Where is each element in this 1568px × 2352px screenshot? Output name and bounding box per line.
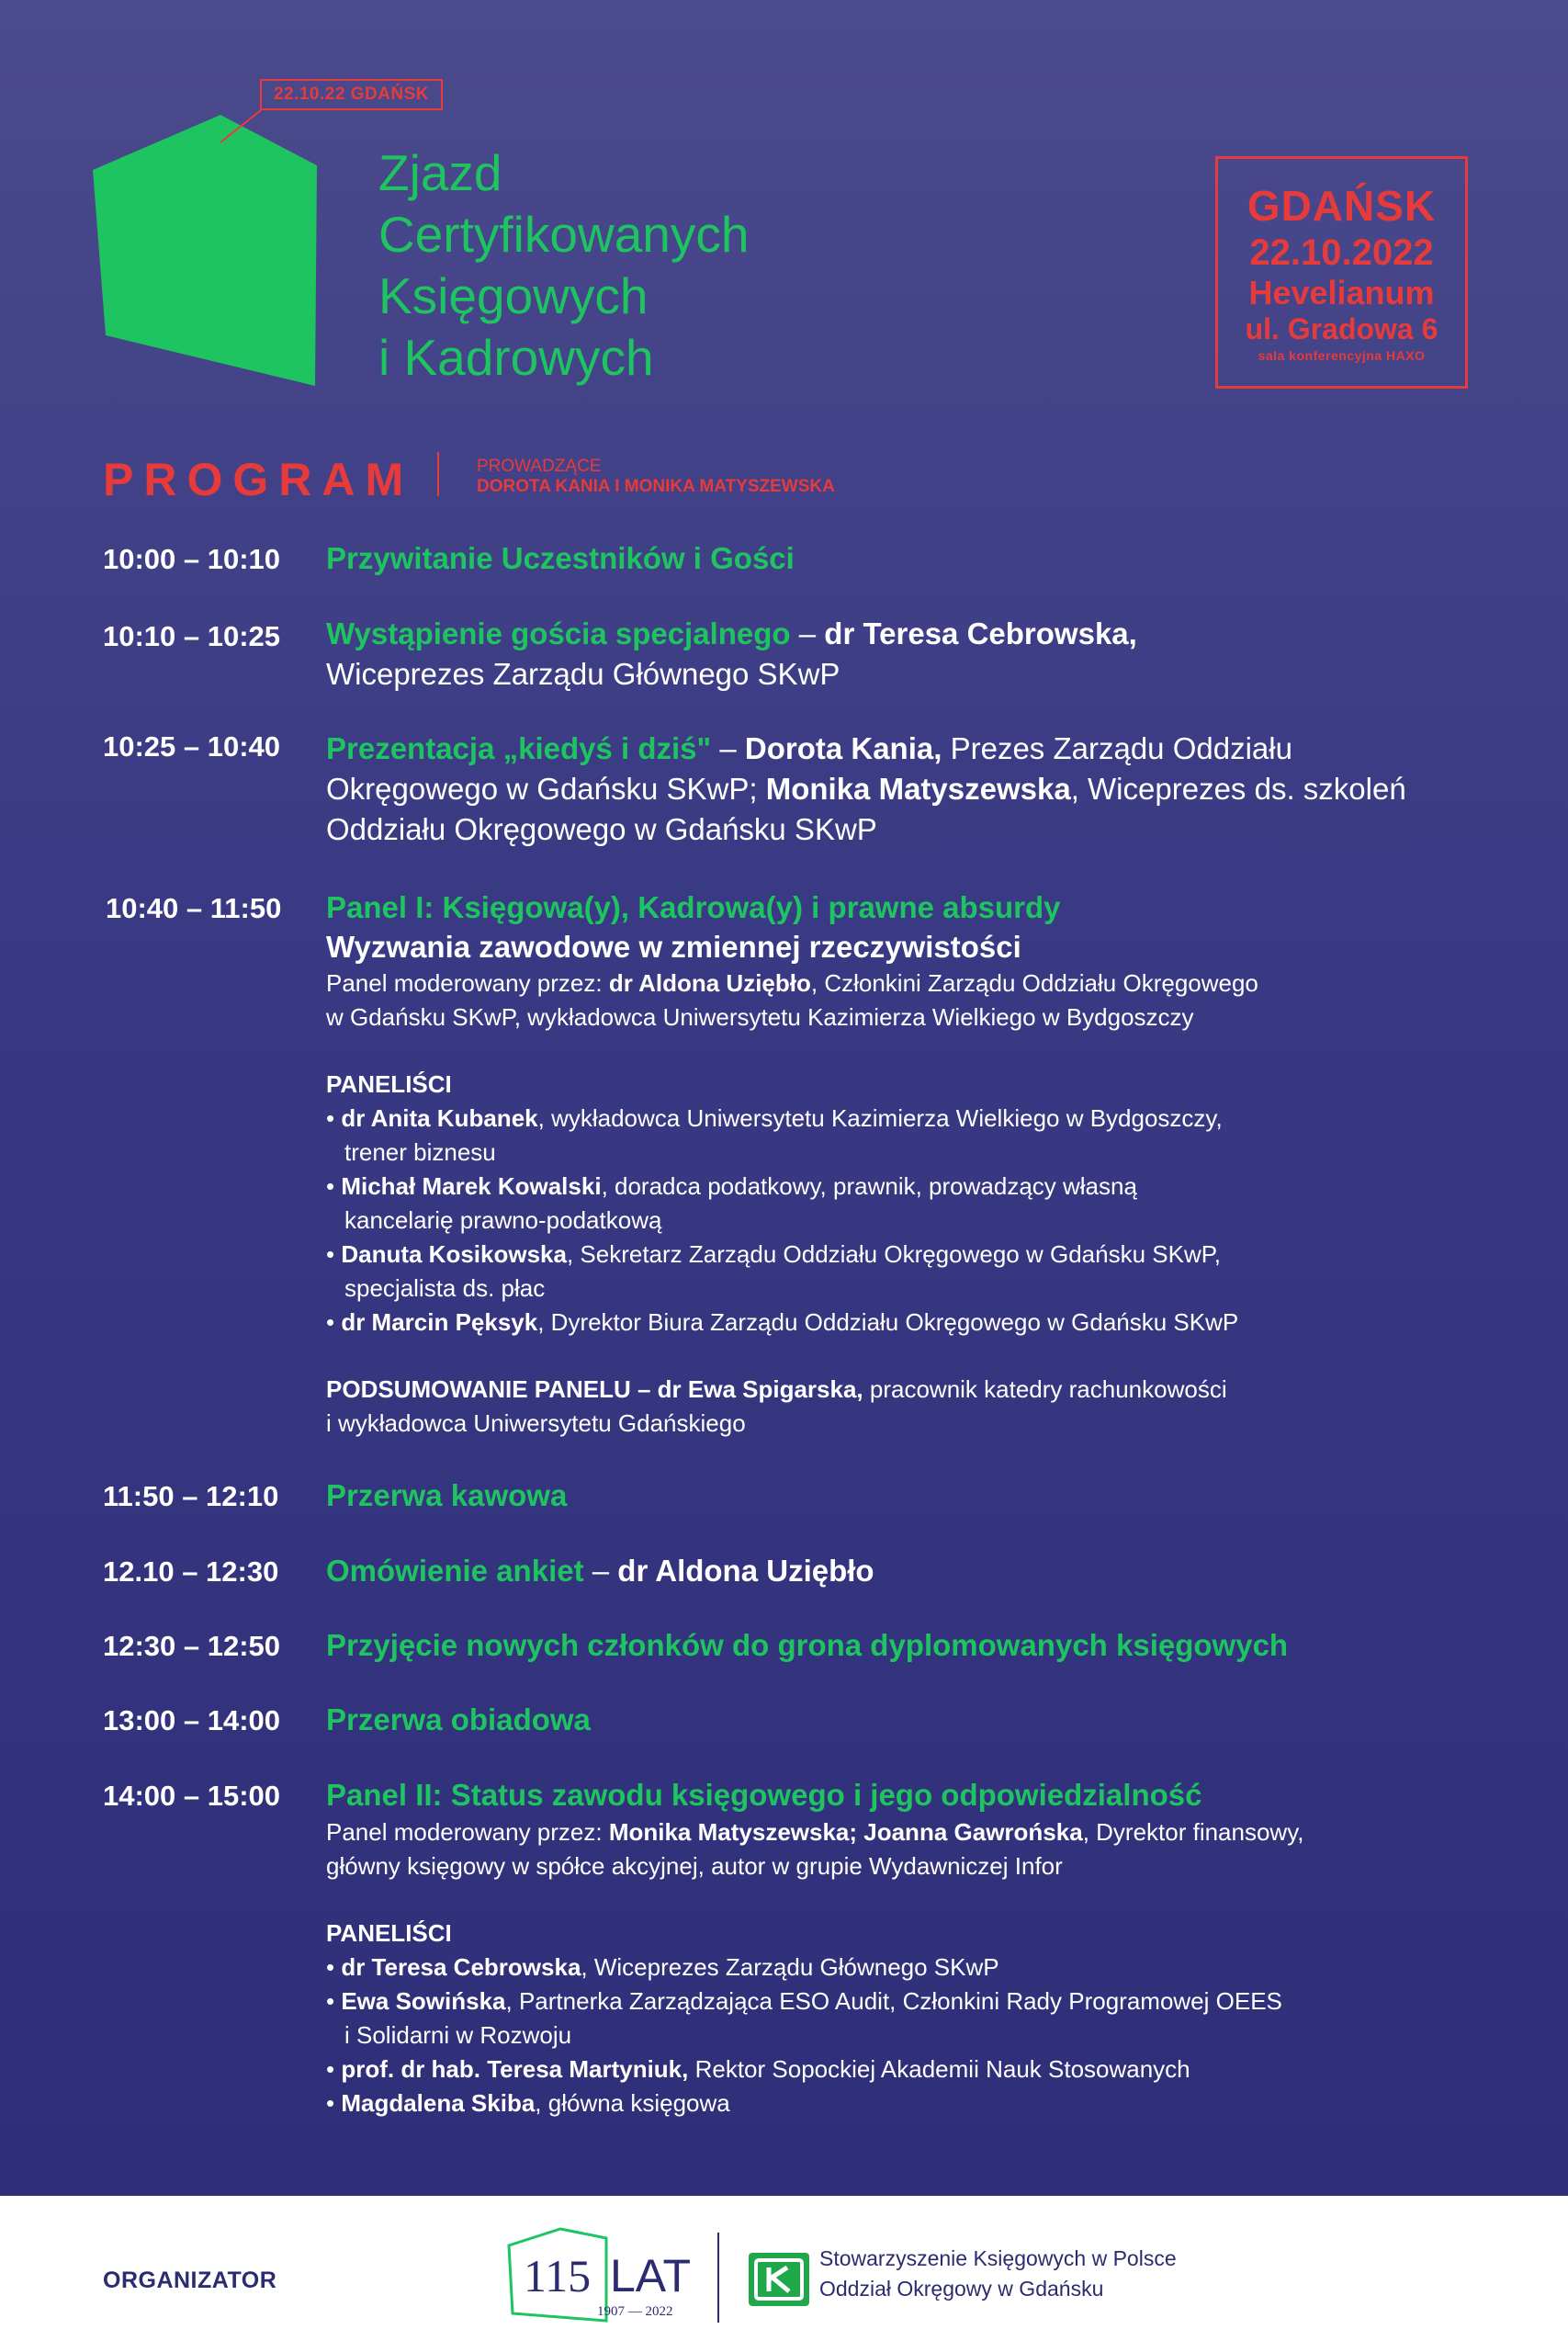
speaker-role: Oddziału Okręgowego w Gdańsku SKwP [326,812,877,846]
panelist-name: prof. dr hab. Teresa Martyniuk, [341,2055,689,2083]
hosts-label: PROWADZĄCE [477,457,602,476]
panelist: • dr Marcin Pęksyk, Dyrektor Biura Zarządu Oddziału Okręgowego w Gdańsku SKwP [326,1308,1239,1336]
moderator-line [326,1815,1520,1849]
speaker: dr Aldona Uziębło [617,1554,874,1588]
session-time: 10:25 – 10:40 [103,730,281,763]
speaker: Dorota Kania, [744,731,942,765]
venue-date: 22.10.2022 [1249,232,1434,273]
panelist-name: Ewa Sowińska [341,1987,506,2015]
moderator-role: główny księgowy w spółce akcyjnej, autor w grupie Wydawniczej Infor [326,1852,1063,1880]
session-title: Panel II: Status zawodu księgowego i jego odpowiedzialność [326,1778,1202,1812]
organizer-name-line1: Stowarzyszenie Księgowych w Polsce [819,2246,1177,2270]
footer [0,2196,1568,2352]
session-time: 14:00 – 15:00 [103,1780,281,1812]
moderator-line [326,967,1520,1001]
panelist-role: kancelarię prawno-podatkową [344,1206,662,1234]
dash: – [790,616,825,650]
panelists-label: PANELIŚCI [326,1070,452,1098]
session-time: 10:00 – 10:10 [103,543,281,575]
event-title-line: Zjazd [378,144,502,201]
skwp-logo-icon [747,2251,811,2308]
panelist: • prof. dr hab. Teresa Martyniuk, Rektor Sopockiej Akademii Nauk Stosowanych [326,2055,1190,2083]
organizer-label: ORGANIZATOR [103,2267,277,2293]
venue-place: Hevelianum [1248,274,1435,311]
panelist-role: , Partnerka Zarządzająca ESO Audit, Członkini Rady Programowej OEES [505,1987,1282,2015]
moderator-role: , Dyrektor finansowy, [1082,1818,1304,1846]
date-tag: 22.10.22 GDAŃSK [260,79,443,110]
session-time: 10:10 – 10:25 [103,620,281,652]
moderator-role: , Członkini Zarządu Oddziału Okręgowego [810,969,1258,997]
moderator-prefix: Panel moderowany przez: [326,1818,609,1846]
anniversary-logo [503,2225,705,2328]
session-headline [326,1551,1520,1591]
session-title: Przerwa obiadowa [326,1702,591,1736]
speaker-role: Okręgowego w Gdańsku SKwP; [326,772,766,806]
session-title: Przywitanie Uczestników i Gości [326,541,795,575]
moderator-role: w Gdańsku SKwP, wykładowca Uniwersytetu Kazimierza Wielkiego w Bydgoszczy [326,1003,1194,1031]
panelist-name: Danuta Kosikowska [341,1240,567,1268]
footer-divider [717,2233,719,2323]
session-4 [326,888,1520,1441]
event-title-line: i Kadrowych [378,329,654,386]
moderator: Monika Matyszewska; Joanna Gawrońska [608,1818,1083,1846]
session-title: Panel I: Księgowa(y), Kadrowa(y) i prawne absurdy [326,890,1061,924]
panelist-name: dr Anita Kubanek [341,1104,538,1132]
panelist-name: dr Teresa Cebrowska [341,1953,581,1981]
session-3 [326,729,1520,850]
panelist: • Ewa Sowińska, Partnerka Zarządzająca ESO Audit, Członkini Rady Programowej OEES [326,1987,1282,2015]
session-subtitle: Wyzwania zawodowe w zmiennej rzeczywistości [326,930,1021,964]
summary-role: i wykładowca Uniwersytetu Gdańskiego [326,1409,746,1437]
dash: – [711,731,745,765]
panelist-role: i Solidarni w Rozwoju [344,2021,572,2049]
venue-street: ul. Gradowa 6 [1245,312,1438,345]
panelist-role: , Dyrektor Biura Zarządu Oddziału Okręgowego w Gdańsku SKwP [537,1308,1239,1336]
panelist-name: dr Marcin Pęksyk [341,1308,538,1336]
session-time: 12:30 – 12:50 [103,1630,281,1662]
date-tag-pointer [211,106,276,147]
panelist-name: Magdalena Skiba [341,2089,536,2117]
session-headline [326,729,1520,769]
program-divider [437,452,439,496]
panelist-role: , wykładowca Uniwersytetu Kazimierza Wielkiego w Bydgoszczy, [537,1104,1223,1132]
summary-label: PODSUMOWANIE PANELU – dr Ewa Spigarska, [326,1375,863,1403]
session-title: Omówienie ankiet [326,1554,584,1588]
panelist-role: specjalista ds. płac [344,1274,546,1302]
panelist-role: , Sekretarz Zarządu Oddziału Okręgowego w Gdańsku SKwP, [566,1240,1221,1268]
session-7 [326,1625,1520,1666]
anniversary-word: LAT [610,2250,691,2301]
panelist-role: Rektor Sopockiej Akademii Nauk Stosowanych [688,2055,1190,2083]
session-title: Przyjęcie nowych członków do grona dyplomowanych księgowych [326,1628,1289,1662]
speaker-role: Wiceprezes Zarządu Głównego SKwP [326,657,840,691]
organizer-name [819,2244,1177,2304]
panelist-role: , główna księgowa [535,2089,730,2117]
venue-box [1215,156,1468,389]
session-title: Prezentacja „kiedyś i dziś" [326,731,712,765]
session-8 [326,1700,1520,1740]
hosts [477,457,835,497]
speaker: Monika Matyszewska [765,772,1071,806]
speaker-role: Prezes Zarządu Oddziału [942,731,1292,765]
summary-role: pracownik katedry rachunkowości [863,1375,1227,1403]
event-title-line: Księgowych [378,267,649,324]
session-6 [326,1551,1520,1591]
session-title: Przerwa kawowa [326,1478,568,1512]
panel-summary [326,1373,1520,1407]
moderator: dr Aldona Uziębło [608,969,811,997]
panelists-label: PANELIŚCI [326,1919,452,1947]
session-time: 11:50 – 12:10 [103,1480,279,1512]
event-title-line: Certyfikowanych [378,206,750,263]
panelist-role: , Wiceprezes Zarządu Głównego SKwP [581,1953,999,1981]
session-time: 13:00 – 14:00 [103,1704,281,1736]
organizer-name-line2: Oddział Okręgowy w Gdańsku [819,2277,1104,2301]
venue-room: sala konferencyjna HAXO [1258,348,1426,363]
panelist: • dr Teresa Cebrowska, Wiceprezes Zarządu Głównego SKwP [326,1953,999,1981]
speaker-role: , Wiceprezes ds. szkoleń [1070,772,1406,806]
event-title [378,142,930,389]
session-1 [326,538,1520,579]
panelist: • Danuta Kosikowska, Sekretarz Zarządu Oddziału Okręgowego w Gdańsku SKwP, [326,1240,1221,1268]
session-2 [326,614,1520,695]
session-title: Wystąpienie gościa specjalnego [326,616,791,650]
anniversary-years: 1907 — 2022 [597,2304,673,2319]
panelist: • Magdalena Skiba, główna księgowa [326,2089,730,2117]
program-heading: PROGRAM [103,454,414,505]
hosts-names: DOROTA KANIA I MONIKA MATYSZEWSKA [477,477,835,496]
panelist-role: , doradca podatkowy, prawnik, prowadzący własną [601,1172,1137,1200]
venue-city: GDAŃSK [1247,182,1437,230]
session-time: 12.10 – 12:30 [103,1555,279,1588]
session-9 [326,1775,1520,2120]
panelist: • Michał Marek Kowalski, doradca podatkowy, prawnik, prowadzący własną [326,1172,1137,1200]
panelist: • dr Anita Kubanek, wykładowca Uniwersytetu Kazimierza Wielkiego w Bydgoszczy, [326,1104,1223,1132]
session-time: 10:40 – 11:50 [106,892,282,924]
moderator-prefix: Panel moderowany przez: [326,969,609,997]
session-headline [326,614,1520,654]
dash: – [583,1554,618,1588]
session-5 [326,1476,1520,1516]
anniversary-number: 115 [524,2250,592,2301]
poland-map-icon [87,106,344,400]
speaker: dr Teresa Cebrowska, [824,616,1137,650]
session-line [326,769,1520,809]
panelist-role: trener biznesu [344,1138,496,1166]
panelist-name: Michał Marek Kowalski [341,1172,602,1200]
